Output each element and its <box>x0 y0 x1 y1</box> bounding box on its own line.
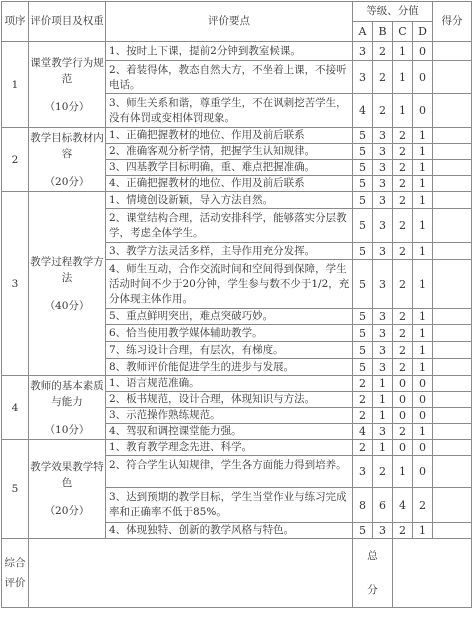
grade-b-value: 1 <box>373 408 393 424</box>
grade-b-value: 2 <box>373 42 393 61</box>
grade-a-value: 5 <box>353 309 373 325</box>
score-input-cell[interactable] <box>433 94 472 128</box>
col-score-header: 得分 <box>433 2 472 42</box>
grade-d-value: 0 <box>413 456 433 488</box>
grade-d-value: 1 <box>413 260 433 309</box>
grade-b-value: 3 <box>373 309 393 325</box>
criteria-text: 5、重点鲜明突出，难点突破巧妙。 <box>106 309 353 325</box>
criteria-text: 4、师生互动，合作交流时间和空间得到保障，学生活动时间不少于20分钟，学生参与数不少于1/2，充分体现主体作用。 <box>106 260 353 309</box>
section-title-cell <box>29 128 106 192</box>
table-row <box>2 192 472 209</box>
footer-row <box>2 539 472 608</box>
grade-a-value: 5 <box>353 359 373 376</box>
grade-a-value: 5 <box>353 243 373 260</box>
total-label-bottom: 分 <box>367 584 378 596</box>
score-input-cell[interactable] <box>433 523 472 539</box>
score-input-cell[interactable] <box>433 243 472 260</box>
criteria-text: 2、板书规范，设计合理，体现知识与方法。 <box>106 392 353 408</box>
grade-a-value: 2 <box>353 392 373 408</box>
total-label-top: 总 <box>367 550 378 562</box>
grade-b-header: B <box>373 22 393 42</box>
grade-d-value: 0 <box>413 440 433 456</box>
score-input-cell[interactable] <box>433 309 472 325</box>
grade-b-value: 2 <box>373 61 393 94</box>
section-index: 4 <box>2 376 29 440</box>
total-score-field[interactable] <box>393 539 472 608</box>
section-index: 3 <box>2 192 29 376</box>
grade-b-value: 3 <box>373 325 393 342</box>
grade-a-value: 5 <box>353 325 373 342</box>
criteria-text: 1、正确把握教材的地位、作用及前后联系 <box>106 128 353 144</box>
criteria-text: 2、着装得体，教态自然大方，不坐着上课，不接听电话。 <box>106 61 353 94</box>
grade-d-value: 0 <box>413 408 433 424</box>
grade-d-value: 1 <box>413 523 433 539</box>
section-points: （10分） <box>44 423 90 436</box>
grade-b-value: 1 <box>373 392 393 408</box>
criteria-text: 8、教师评价能促进学生的进步与发展。 <box>106 359 353 376</box>
score-input-cell[interactable] <box>433 325 472 342</box>
grade-b-value: 3 <box>373 342 393 359</box>
grade-b-value: 3 <box>373 192 393 209</box>
section-index: 5 <box>2 440 29 539</box>
section-title: 教师的基本素质与能力 <box>30 379 104 408</box>
grade-d-value: 1 <box>413 176 433 192</box>
section-title-cell <box>29 192 106 376</box>
grade-c-value: 2 <box>393 260 413 309</box>
score-input-cell[interactable] <box>433 488 472 523</box>
section-title: 教学过程教学方法 <box>30 255 104 284</box>
score-input-cell[interactable] <box>433 424 472 440</box>
col-project-header: 评价项目及权重 <box>29 2 106 42</box>
grade-c-value: 2 <box>393 424 413 440</box>
grade-c-value: 2 <box>393 325 413 342</box>
criteria-text: 3、教学方法灵活多样，主导作用充分发挥。 <box>106 243 353 260</box>
section-index: 1 <box>2 42 29 128</box>
section-title: 教学目标教材内容 <box>30 131 104 160</box>
grade-c-value: 1 <box>393 61 413 94</box>
grade-c-value: 2 <box>393 342 413 359</box>
grade-b-value: 3 <box>373 128 393 144</box>
grade-a-value: 3 <box>353 42 373 61</box>
grade-d-value: 1 <box>413 309 433 325</box>
grade-a-header: A <box>353 22 373 42</box>
grade-d-value: 1 <box>413 424 433 440</box>
grade-c-value: 2 <box>393 160 413 176</box>
section-title: 教学效果教学特色 <box>30 461 104 489</box>
criteria-text: 1、按时上下课，提前2分钟到教室候课。 <box>106 42 353 61</box>
section-points: （10分） <box>44 100 90 113</box>
grade-d-value: 1 <box>413 160 433 176</box>
grade-c-header: C <box>393 22 413 42</box>
grade-c-value: 4 <box>393 488 413 523</box>
criteria-text: 1、教育教学理念先进、科学。 <box>106 440 353 456</box>
grade-c-value: 2 <box>393 192 413 209</box>
grade-d-value: 0 <box>413 392 433 408</box>
table-row <box>2 42 472 61</box>
score-input-cell[interactable] <box>433 260 472 309</box>
score-input-cell[interactable] <box>433 392 472 408</box>
grade-c-value: 1 <box>393 94 413 128</box>
criteria-text: 3、师生关系和谐，尊重学生，不在讽刺挖苦学生，没有体罚或变相体罚现象。 <box>106 94 353 128</box>
score-input-cell[interactable] <box>433 440 472 456</box>
criteria-text: 1、语言规范准确。 <box>106 376 353 392</box>
score-input-cell[interactable] <box>433 376 472 392</box>
grade-d-value: 1 <box>413 144 433 160</box>
grade-b-value: 2 <box>373 94 393 128</box>
grade-c-value: 0 <box>393 392 413 408</box>
section-points: （20分） <box>44 175 90 188</box>
grade-d-value: 1 <box>413 243 433 260</box>
overall-evaluation-label: 综合评价 <box>2 539 29 608</box>
grade-b-value: 3 <box>373 209 393 243</box>
section-title-cell <box>29 376 106 440</box>
score-input-cell[interactable] <box>433 209 472 243</box>
grade-d-header: D <box>413 22 433 42</box>
col-grade-header: 等级、分值 <box>353 2 433 22</box>
section-title-cell <box>29 42 106 128</box>
criteria-text: 7、练习设计合理，有层次，有梯度。 <box>106 342 353 359</box>
score-input-cell[interactable] <box>433 160 472 176</box>
grade-c-value: 2 <box>393 359 413 376</box>
grade-c-value: 0 <box>393 440 413 456</box>
grade-b-value: 3 <box>373 160 393 176</box>
criteria-text: 3、示范操作熟练规范。 <box>106 408 353 424</box>
grade-c-value: 2 <box>393 128 413 144</box>
grade-a-value: 4 <box>353 424 373 440</box>
grade-b-value: 2 <box>373 456 393 488</box>
grade-c-value: 1 <box>393 456 413 488</box>
score-input-cell[interactable] <box>433 42 472 61</box>
score-input-cell[interactable] <box>433 61 472 94</box>
grade-a-value: 3 <box>353 456 373 488</box>
score-input-cell[interactable] <box>433 408 472 424</box>
grade-a-value: 8 <box>353 488 373 523</box>
grade-a-value: 5 <box>353 523 373 539</box>
grade-d-value: 2 <box>413 488 433 523</box>
score-input-cell[interactable] <box>433 342 472 359</box>
grade-c-value: 1 <box>393 42 413 61</box>
col-criteria-header: 评价要点 <box>106 2 353 42</box>
grade-c-value: 2 <box>393 309 413 325</box>
grade-a-value: 2 <box>353 376 373 392</box>
criteria-text: 2、课堂结构合理，活动安排科学，能够落实分层教学，考虑全体学生。 <box>106 209 353 243</box>
grade-b-value: 3 <box>373 523 393 539</box>
total-label <box>353 539 393 608</box>
table-row <box>2 440 472 456</box>
grade-c-value: 2 <box>393 209 413 243</box>
section-points: （20分） <box>44 505 90 517</box>
grade-d-value: 1 <box>413 359 433 376</box>
grade-b-value: 3 <box>373 144 393 160</box>
section-points: （40分） <box>44 299 90 312</box>
grade-a-value: 4 <box>353 94 373 128</box>
grade-d-value: 1 <box>413 325 433 342</box>
grade-b-value: 3 <box>373 359 393 376</box>
evaluation-table <box>1 1 472 608</box>
overall-evaluation-field[interactable] <box>29 539 353 608</box>
grade-d-value: 0 <box>413 94 433 128</box>
criteria-text: 4、正确把握教材的地位、作用及前后联系 <box>106 176 353 192</box>
grade-a-value: 5 <box>353 160 373 176</box>
grade-b-value: 3 <box>373 260 393 309</box>
grade-c-value: 0 <box>393 376 413 392</box>
grade-d-value: 0 <box>413 61 433 94</box>
grade-d-value: 1 <box>413 128 433 144</box>
criteria-text: 4、驾驭和调控课堂能力强。 <box>106 424 353 440</box>
score-input-cell[interactable] <box>433 128 472 144</box>
grade-a-value: 5 <box>353 342 373 359</box>
table-row <box>2 376 472 392</box>
grade-a-value: 5 <box>353 144 373 160</box>
criteria-text: 6、恰当使用教学媒体辅助教学。 <box>106 325 353 342</box>
score-input-cell[interactable] <box>433 192 472 209</box>
table-body <box>2 42 472 539</box>
grade-a-value: 5 <box>353 260 373 309</box>
grade-a-value: 2 <box>353 440 373 456</box>
criteria-text: 1、情境创设新颖，导入方法自然。 <box>106 192 353 209</box>
grade-a-value: 2 <box>353 408 373 424</box>
grade-d-value: 1 <box>413 192 433 209</box>
header-row <box>2 2 472 22</box>
grade-c-value: 2 <box>393 243 413 260</box>
criteria-text: 4、体现独特、创新的教学风格与特色。 <box>106 523 353 539</box>
grade-a-value: 5 <box>353 192 373 209</box>
score-input-cell[interactable] <box>433 456 472 488</box>
grade-c-value: 2 <box>393 523 413 539</box>
grade-d-value: 0 <box>413 376 433 392</box>
grade-b-value: 3 <box>373 243 393 260</box>
grade-b-value: 6 <box>373 488 393 523</box>
grade-c-value: 0 <box>393 408 413 424</box>
col-index-header: 项序 <box>2 2 29 42</box>
criteria-text: 3、达到预期的教学目标，学生当堂作业与练习完成率和正确率不低于85%。 <box>106 488 353 523</box>
grade-a-value: 3 <box>353 61 373 94</box>
section-title: 课堂教学行为规范 <box>30 56 104 85</box>
score-input-cell[interactable] <box>433 144 472 160</box>
grade-d-value: 1 <box>413 209 433 243</box>
grade-b-value: 3 <box>373 176 393 192</box>
grade-a-value: 5 <box>353 128 373 144</box>
criteria-text: 3、四基教学目标明确，重、难点把握准确。 <box>106 160 353 176</box>
section-index: 2 <box>2 128 29 192</box>
grade-c-value: 2 <box>393 144 413 160</box>
grade-b-value: 1 <box>373 440 393 456</box>
table-row <box>2 128 472 144</box>
grade-a-value: 5 <box>353 176 373 192</box>
criteria-text: 2、准确客观分析学情，把握学生认知规律。 <box>106 144 353 160</box>
grade-c-value: 2 <box>393 176 413 192</box>
grade-b-value: 1 <box>373 376 393 392</box>
score-input-cell[interactable] <box>433 176 472 192</box>
section-title-cell <box>29 440 106 539</box>
grade-d-value: 0 <box>413 42 433 61</box>
grade-b-value: 3 <box>373 424 393 440</box>
criteria-text: 2、符合学生认知规律，学生各方面能力得到培养。 <box>106 456 353 488</box>
score-input-cell[interactable] <box>433 359 472 376</box>
grade-a-value: 5 <box>353 209 373 243</box>
grade-d-value: 1 <box>413 342 433 359</box>
